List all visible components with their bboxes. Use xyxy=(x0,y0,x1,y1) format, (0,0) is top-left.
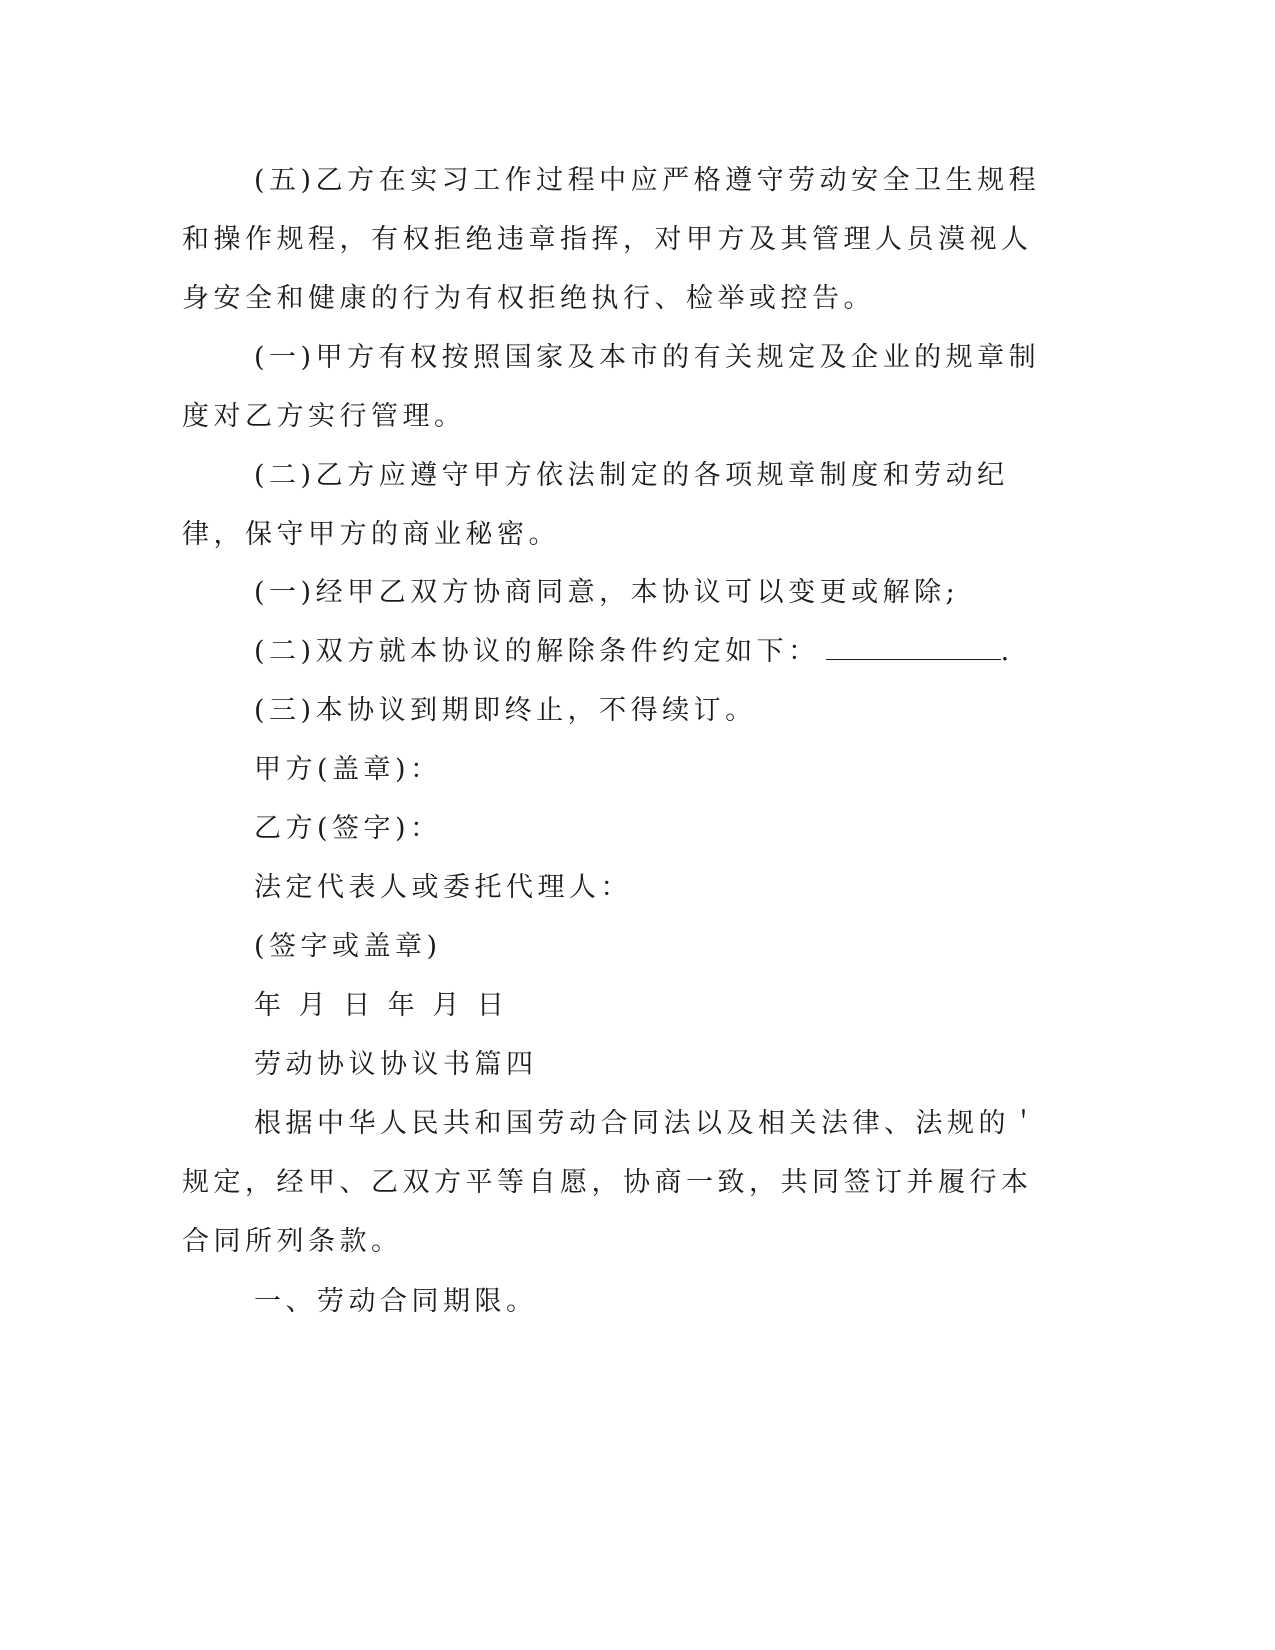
paragraph-contract-basis: 根据中华人民共和国劳动合同法以及相关法律、法规的＇规定，经甲、乙双方平等自愿，协商一致，共同签订并履行本合同所列条款。 xyxy=(182,1108,1042,1257)
paragraph-management: (一)甲方有权按照国家及本市的有关规定及企业的规章制度对乙方实行管理。 xyxy=(182,342,1041,432)
party-a-seal-label: 甲方(盖章)： xyxy=(254,754,442,785)
date-line: 年 月 日 年 月 日 xyxy=(254,990,509,1021)
sign-or-seal-label: (签字或盖章) xyxy=(254,931,442,962)
termination-conditions-period: . xyxy=(1000,636,1014,667)
paragraph-change-termination: (一)经甲乙双方协商同意，本协议可以变更或解除; xyxy=(254,577,960,608)
paragraph-termination-conditions xyxy=(254,622,1014,681)
paragraph-rules-compliance: (二)乙方应遵守甲方依法制定的各项规章制度和劳动纪律，保守甲方的商业秘密。 xyxy=(182,460,1009,550)
legal-representative-label: 法定代表人或委托代理人： xyxy=(254,872,632,903)
paragraph-expiry: (三)本协议到期即终止，不得续订。 xyxy=(254,695,757,726)
section-heading-part-four: 劳动协议协议书篇四 xyxy=(254,1049,538,1080)
paragraph-safety-rights: (五)乙方在实习工作过程中应严格遵守劳动安全卫生规程和操作规程，有权拒绝违章指挥，对甲方及其管理人员漠视人身安全和健康的行为有权拒绝执行、检举或控告。 xyxy=(182,165,1041,314)
termination-conditions-label: (二)双方就本协议的解除条件约定如下： xyxy=(254,636,820,667)
party-b-signature-label: 乙方(签字)： xyxy=(254,813,442,844)
fill-in-blank-line xyxy=(826,637,1001,660)
clause-heading-contract-term: 一、劳动合同期限。 xyxy=(254,1286,538,1317)
